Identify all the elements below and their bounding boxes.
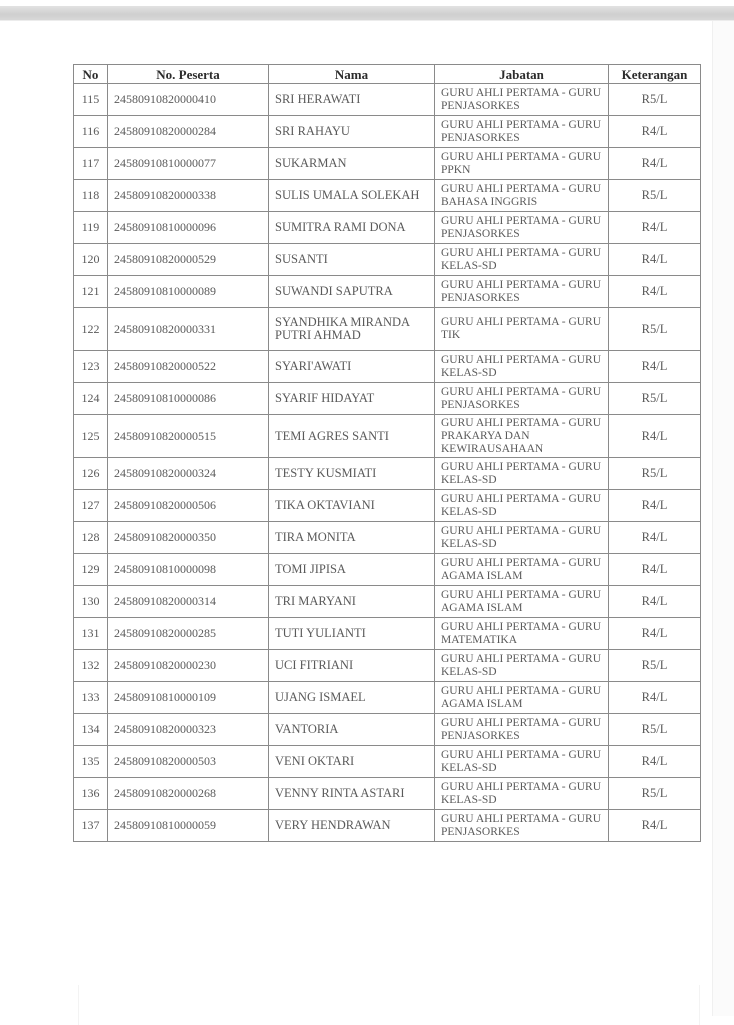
cell-no: 119 bbox=[74, 212, 108, 244]
cell-no: 115 bbox=[74, 84, 108, 116]
cell-nama: UJANG ISMAEL bbox=[269, 682, 435, 714]
cell-keterangan: R4/L bbox=[609, 682, 701, 714]
cell-nama: SRI HERAWATI bbox=[269, 84, 435, 116]
cell-no: 122 bbox=[74, 308, 108, 351]
table-row bbox=[74, 618, 701, 650]
cell-keterangan: R5/L bbox=[609, 778, 701, 810]
cell-jabatan: GURU AHLI PERTAMA - GURU PENJASORKES bbox=[435, 116, 609, 148]
cell-jabatan: GURU AHLI PERTAMA - GURU KELAS-SD bbox=[435, 490, 609, 522]
cell-no: 127 bbox=[74, 490, 108, 522]
cell-nama: VERY HENDRAWAN bbox=[269, 810, 435, 842]
table-row bbox=[74, 415, 701, 458]
cell-nama: SRI RAHAYU bbox=[269, 116, 435, 148]
cell-nama: VENI OKTARI bbox=[269, 746, 435, 778]
table-row bbox=[74, 778, 701, 810]
cell-nama: VANTORIA bbox=[269, 714, 435, 746]
cell-nama: TIKA OKTAVIANI bbox=[269, 490, 435, 522]
cell-keterangan: R4/L bbox=[609, 148, 701, 180]
cell-keterangan: R5/L bbox=[609, 180, 701, 212]
table-row bbox=[74, 212, 701, 244]
cell-no: 131 bbox=[74, 618, 108, 650]
cell-no-peserta: 24580910820000350 bbox=[108, 522, 269, 554]
cell-keterangan: R5/L bbox=[609, 458, 701, 490]
cell-keterangan: R4/L bbox=[609, 116, 701, 148]
table-row bbox=[74, 746, 701, 778]
cell-jabatan: GURU AHLI PERTAMA - GURU AGAMA ISLAM bbox=[435, 682, 609, 714]
cell-nama: SULIS UMALA SOLEKAH bbox=[269, 180, 435, 212]
cell-jabatan: GURU AHLI PERTAMA - GURU MATEMATIKA bbox=[435, 618, 609, 650]
cell-keterangan: R5/L bbox=[609, 84, 701, 116]
cell-no: 126 bbox=[74, 458, 108, 490]
table-row bbox=[74, 84, 701, 116]
table-row bbox=[74, 276, 701, 308]
cell-jabatan: GURU AHLI PERTAMA - GURU AGAMA ISLAM bbox=[435, 586, 609, 618]
cell-nama: SUKARMAN bbox=[269, 148, 435, 180]
table-row bbox=[74, 810, 701, 842]
cell-keterangan: R5/L bbox=[609, 383, 701, 415]
table-header-row bbox=[74, 65, 701, 84]
cell-jabatan: GURU AHLI PERTAMA - GURU KELAS-SD bbox=[435, 244, 609, 276]
cell-jabatan: GURU AHLI PERTAMA - GURU BAHASA INGGRIS bbox=[435, 180, 609, 212]
cell-no-peserta: 24580910820000314 bbox=[108, 586, 269, 618]
table-row bbox=[74, 522, 701, 554]
cell-nama: TEMI AGRES SANTI bbox=[269, 415, 435, 458]
cell-jabatan: GURU AHLI PERTAMA - GURU PENJASORKES bbox=[435, 383, 609, 415]
cell-no-peserta: 24580910820000503 bbox=[108, 746, 269, 778]
cell-nama: SYARI'AWATI bbox=[269, 351, 435, 383]
cell-keterangan: R5/L bbox=[609, 308, 701, 351]
cell-keterangan: R5/L bbox=[609, 714, 701, 746]
cell-jabatan: GURU AHLI PERTAMA - GURU AGAMA ISLAM bbox=[435, 554, 609, 586]
cell-keterangan: R4/L bbox=[609, 554, 701, 586]
cell-no-peserta: 24580910820000529 bbox=[108, 244, 269, 276]
cell-jabatan: GURU AHLI PERTAMA - GURU KELAS-SD bbox=[435, 650, 609, 682]
cell-keterangan: R4/L bbox=[609, 810, 701, 842]
cell-no-peserta: 24580910810000098 bbox=[108, 554, 269, 586]
table-row bbox=[74, 554, 701, 586]
header-no: No bbox=[74, 65, 108, 84]
cell-no-peserta: 24580910820000506 bbox=[108, 490, 269, 522]
cell-no-peserta: 24580910820000331 bbox=[108, 308, 269, 351]
cell-nama: VENNY RINTA ASTARI bbox=[269, 778, 435, 810]
table-row bbox=[74, 458, 701, 490]
table-row bbox=[74, 383, 701, 415]
cell-jabatan: GURU AHLI PERTAMA - GURU PPKN bbox=[435, 148, 609, 180]
cell-no-peserta: 24580910820000323 bbox=[108, 714, 269, 746]
table-row bbox=[74, 714, 701, 746]
cell-keterangan: R4/L bbox=[609, 351, 701, 383]
cell-no-peserta: 24580910820000324 bbox=[108, 458, 269, 490]
cell-no-peserta: 24580910820000410 bbox=[108, 84, 269, 116]
cell-no-peserta: 24580910820000522 bbox=[108, 351, 269, 383]
cell-keterangan: R5/L bbox=[609, 650, 701, 682]
table-row bbox=[74, 351, 701, 383]
cell-no: 128 bbox=[74, 522, 108, 554]
cell-keterangan: R4/L bbox=[609, 276, 701, 308]
page-edge bbox=[712, 21, 734, 1016]
cell-nama: UCI FITRIANI bbox=[269, 650, 435, 682]
table-row bbox=[74, 148, 701, 180]
cell-jabatan: GURU AHLI PERTAMA - GURU PENJASORKES bbox=[435, 212, 609, 244]
cell-no: 136 bbox=[74, 778, 108, 810]
table-row bbox=[74, 308, 701, 351]
cell-jabatan: GURU AHLI PERTAMA - GURU TIK bbox=[435, 308, 609, 351]
cell-jabatan: GURU AHLI PERTAMA - GURU PENJASORKES bbox=[435, 84, 609, 116]
cell-jabatan: GURU AHLI PERTAMA - GURU PENJASORKES bbox=[435, 810, 609, 842]
cell-no-peserta: 24580910820000268 bbox=[108, 778, 269, 810]
cell-no-peserta: 24580910820000285 bbox=[108, 618, 269, 650]
cell-keterangan: R4/L bbox=[609, 586, 701, 618]
cell-no-peserta: 24580910810000109 bbox=[108, 682, 269, 714]
cell-no: 124 bbox=[74, 383, 108, 415]
cell-no-peserta: 24580910810000096 bbox=[108, 212, 269, 244]
cell-keterangan: R4/L bbox=[609, 522, 701, 554]
cell-no: 137 bbox=[74, 810, 108, 842]
cell-nama: SYARIF HIDAYAT bbox=[269, 383, 435, 415]
cell-no: 121 bbox=[74, 276, 108, 308]
table-row bbox=[74, 180, 701, 212]
cell-no-peserta: 24580910810000089 bbox=[108, 276, 269, 308]
cell-keterangan: R4/L bbox=[609, 746, 701, 778]
table-row bbox=[74, 116, 701, 148]
cell-no-peserta: 24580910810000077 bbox=[108, 148, 269, 180]
cell-nama: TESTY KUSMIATI bbox=[269, 458, 435, 490]
table-row bbox=[74, 244, 701, 276]
cell-jabatan: GURU AHLI PERTAMA - GURU KELAS-SD bbox=[435, 522, 609, 554]
table-row bbox=[74, 586, 701, 618]
header-nama: Nama bbox=[269, 65, 435, 84]
cell-jabatan: GURU AHLI PERTAMA - GURU PENJASORKES bbox=[435, 714, 609, 746]
cell-nama: TOMI JIPISA bbox=[269, 554, 435, 586]
cell-no-peserta: 24580910810000086 bbox=[108, 383, 269, 415]
cell-no: 129 bbox=[74, 554, 108, 586]
cell-jabatan: GURU AHLI PERTAMA - GURU KELAS-SD bbox=[435, 458, 609, 490]
cell-no-peserta: 24580910820000515 bbox=[108, 415, 269, 458]
header-keterangan: Keterangan bbox=[609, 65, 701, 84]
cell-keterangan: R4/L bbox=[609, 490, 701, 522]
table-row bbox=[74, 682, 701, 714]
participant-table bbox=[73, 64, 701, 842]
cell-nama: TRI MARYANI bbox=[269, 586, 435, 618]
header-jabatan: Jabatan bbox=[435, 65, 609, 84]
cell-no: 120 bbox=[74, 244, 108, 276]
cell-no: 130 bbox=[74, 586, 108, 618]
cell-no-peserta: 24580910820000230 bbox=[108, 650, 269, 682]
page-footer-area bbox=[78, 985, 700, 1025]
cell-no: 118 bbox=[74, 180, 108, 212]
cell-nama: SUSANTI bbox=[269, 244, 435, 276]
table-row bbox=[74, 490, 701, 522]
cell-no-peserta: 24580910820000284 bbox=[108, 116, 269, 148]
cell-no: 116 bbox=[74, 116, 108, 148]
cell-no: 135 bbox=[74, 746, 108, 778]
cell-jabatan: GURU AHLI PERTAMA - GURU KELAS-SD bbox=[435, 778, 609, 810]
viewer-top-bar bbox=[0, 6, 734, 20]
cell-keterangan: R4/L bbox=[609, 415, 701, 458]
cell-no-peserta: 24580910820000338 bbox=[108, 180, 269, 212]
cell-no: 117 bbox=[74, 148, 108, 180]
header-no-peserta: No. Peserta bbox=[108, 65, 269, 84]
cell-jabatan: GURU AHLI PERTAMA - GURU PENJASORKES bbox=[435, 276, 609, 308]
cell-no: 125 bbox=[74, 415, 108, 458]
cell-nama: TIRA MONITA bbox=[269, 522, 435, 554]
cell-no: 123 bbox=[74, 351, 108, 383]
table-body bbox=[74, 84, 701, 842]
cell-jabatan: GURU AHLI PERTAMA - GURU PRAKARYA DAN KEWIRAUSAHAAN bbox=[435, 415, 609, 458]
cell-nama: SYANDHIKA MIRANDA PUTRI AHMAD bbox=[269, 308, 435, 351]
cell-nama: TUTI YULIANTI bbox=[269, 618, 435, 650]
cell-nama: SUMITRA RAMI DONA bbox=[269, 212, 435, 244]
cell-nama: SUWANDI SAPUTRA bbox=[269, 276, 435, 308]
cell-no: 134 bbox=[74, 714, 108, 746]
cell-jabatan: GURU AHLI PERTAMA - GURU KELAS-SD bbox=[435, 351, 609, 383]
table-row bbox=[74, 650, 701, 682]
cell-keterangan: R4/L bbox=[609, 618, 701, 650]
cell-no: 133 bbox=[74, 682, 108, 714]
cell-no: 132 bbox=[74, 650, 108, 682]
cell-keterangan: R4/L bbox=[609, 212, 701, 244]
cell-keterangan: R4/L bbox=[609, 244, 701, 276]
cell-jabatan: GURU AHLI PERTAMA - GURU KELAS-SD bbox=[435, 746, 609, 778]
cell-no-peserta: 24580910810000059 bbox=[108, 810, 269, 842]
